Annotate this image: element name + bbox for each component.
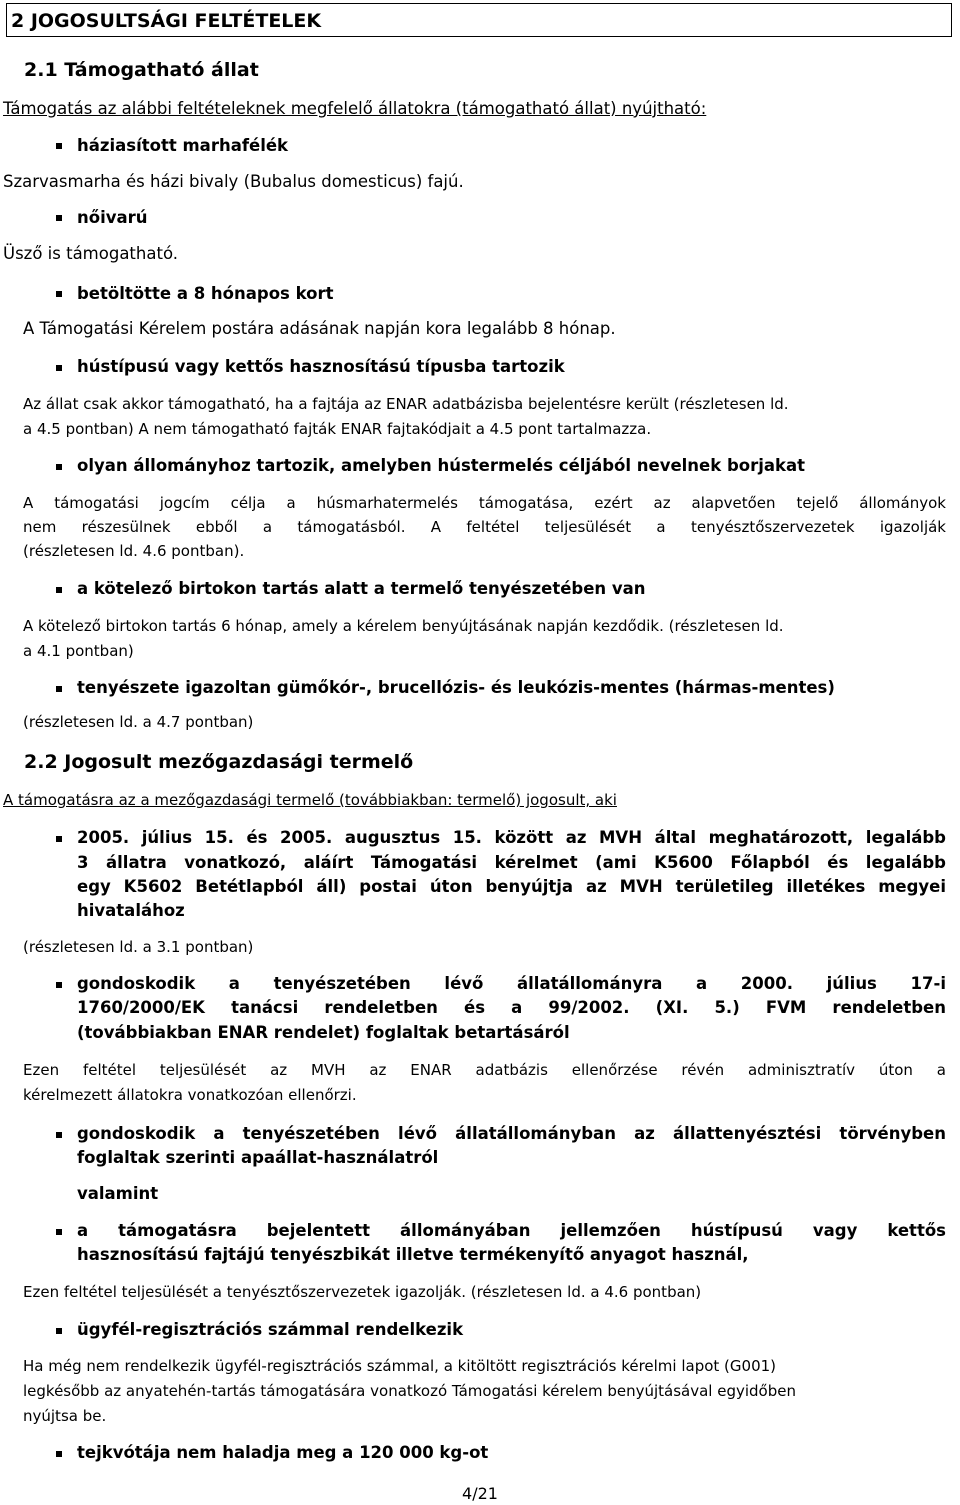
bullet-icon xyxy=(56,464,62,470)
heading-2-2: 2.2 Jogosult mezőgazdasági termelő xyxy=(24,751,414,773)
criterion-text: (részletesen ld. a 3.1 pontban) xyxy=(23,938,254,956)
bullet-icon xyxy=(56,1451,62,1457)
criterion-label: olyan állományhoz tartozik, amelyben hústermelés céljából nevelnek borjakat xyxy=(77,456,806,475)
criterion-label: hústípusú vagy kettős hasznosítású típusba tartozik xyxy=(77,357,565,376)
criterion-text: nem részesülnek ebből a támogatásból. A feltétel teljesülését a tenyésztőszervezetek igazolják xyxy=(23,518,946,536)
criterion-label: hivatalához xyxy=(77,901,185,920)
criterion-label: egy K5602 Betétlapból áll) postai úton benyújtja az MVH területileg illetékes megyei xyxy=(77,877,946,896)
criterion-label: (továbbiakban ENAR rendelet) foglaltak betartásáról xyxy=(77,1023,570,1042)
criterion-text: A Támogatási Kérelem postára adásának napján kora legalább 8 hónap. xyxy=(23,319,616,338)
criterion-label: betöltötte a 8 hónapos kort xyxy=(77,284,334,303)
criterion-label: foglaltak szerinti apaállat-használatról xyxy=(77,1148,439,1167)
criterion-label: ügyfél-regisztrációs számmal rendelkezik xyxy=(77,1320,464,1339)
bullet-icon xyxy=(56,587,62,593)
criterion-text: Ezen feltétel teljesülését az MVH az ENAR adatbázis ellenőrzése révén adminisztratív úton a xyxy=(23,1061,946,1079)
criterion-text: a 4.5 pontban) A nem támogatható fajták ENAR fajtakódjait a 4.5 pont tartalmazza. xyxy=(23,420,652,438)
criterion-label: gondoskodik a tenyészetében lévő állatállományra a 2000. július 17-i xyxy=(77,974,946,993)
heading-2-1: 2.1 Támogatható állat xyxy=(24,59,259,81)
bullet-icon xyxy=(56,365,62,371)
intro-2-1: Támogatás az alábbi feltételeknek megfelelő állatokra (támogatható állat) nyújtható: xyxy=(3,99,707,118)
criterion-text: A támogatási jogcím célja a húsmarhatermelés támogatása, ezért az alapvetően tejelő állományok xyxy=(23,494,946,512)
criterion-text: Szarvasmarha és házi bivaly (Bubalus domesticus) fajú. xyxy=(3,172,464,191)
criterion-text: Üsző is támogatható. xyxy=(3,244,178,263)
section-title-box xyxy=(6,3,952,37)
bullet-icon xyxy=(56,143,62,149)
criterion-label: háziasított marhafélék xyxy=(77,136,289,155)
bullet-icon xyxy=(56,1132,62,1138)
bullet-icon xyxy=(56,1328,62,1334)
bullet-icon xyxy=(56,1229,62,1235)
criterion-text: Ha még nem rendelkezik ügyfél-regisztrációs számmal, a kitöltött regisztrációs kérelmi lapot (G001) xyxy=(23,1357,777,1375)
criterion-label: a kötelező birtokon tartás alatt a termelő tenyészetében van xyxy=(77,579,646,598)
criterion-label: 2005. július 15. és 2005. augusztus 15. között az MVH által meghatározott, legalább xyxy=(77,828,946,847)
criterion-text: A kötelező birtokon tartás 6 hónap, amely a kérelem benyújtásának napján kezdődik. (részletesen ld. xyxy=(23,617,784,635)
criterion-label: tenyészete igazoltan gümőkór-, brucellózis- és leukózis-mentes (hármas-mentes) xyxy=(77,678,835,697)
criterion-label: a támogatásra bejelentett állományában jellemzően hústípusú vagy kettős xyxy=(77,1221,946,1240)
criterion-label: tejkvótája nem haladja meg a 120 000 kg-ot xyxy=(77,1443,489,1462)
criterion-text: Az állat csak akkor támogatható, ha a fajtája az ENAR adatbázisba bejelentésre került (részletesen ld. xyxy=(23,395,789,413)
criterion-text: legkésőbb az anyatehén-tartás támogatására vonatkozó Támogatási kérelem benyújtásával egyidőben xyxy=(23,1382,796,1400)
criterion-text: nyújtsa be. xyxy=(23,1407,107,1425)
bullet-icon xyxy=(56,291,62,297)
criterion-label: 3 állatra vonatkozó, aláírt Támogatási kérelmet (ami K5600 Főlapból és legalább xyxy=(77,853,946,872)
criterion-text: kérelmezett állatokra vonatkozóan ellenőrzi. xyxy=(23,1086,357,1104)
criterion-label: hasznosítású fajtájú tenyészbikát illetve termékenyítő anyagot használ, xyxy=(77,1245,749,1264)
criterion-label: 1760/2000/EK tanácsi rendeletben és a 99/2002. (XI. 5.) FVM rendeletben xyxy=(77,998,946,1017)
criterion-label: gondoskodik a tenyészetében lévő állatállományban az állattenyésztési törvényben xyxy=(77,1124,946,1143)
intro-2-2: A támogatásra az a mezőgazdasági termelő (továbbiakban: termelő) jogosult, aki xyxy=(3,791,617,809)
criterion-text: a 4.1 pontban) xyxy=(23,642,134,660)
bullet-icon xyxy=(56,686,62,692)
bullet-icon xyxy=(56,215,62,221)
criterion-text: (részletesen ld. 4.6 pontban). xyxy=(23,542,245,560)
bullet-icon xyxy=(56,982,62,988)
criterion-label: valamint xyxy=(77,1184,159,1203)
bullet-icon xyxy=(56,836,62,842)
section-title: 2 JOGOSULTSÁGI FELTÉTELEK xyxy=(11,10,322,32)
criterion-label: nőivarú xyxy=(77,208,148,227)
criterion-text: Ezen feltétel teljesülését a tenyésztőszervezetek igazolják. (részletesen ld. a 4.6 pontban) xyxy=(23,1283,702,1301)
criterion-text: (részletesen ld. a 4.7 pontban) xyxy=(23,713,254,731)
page-number: 4/21 xyxy=(462,1484,498,1503)
